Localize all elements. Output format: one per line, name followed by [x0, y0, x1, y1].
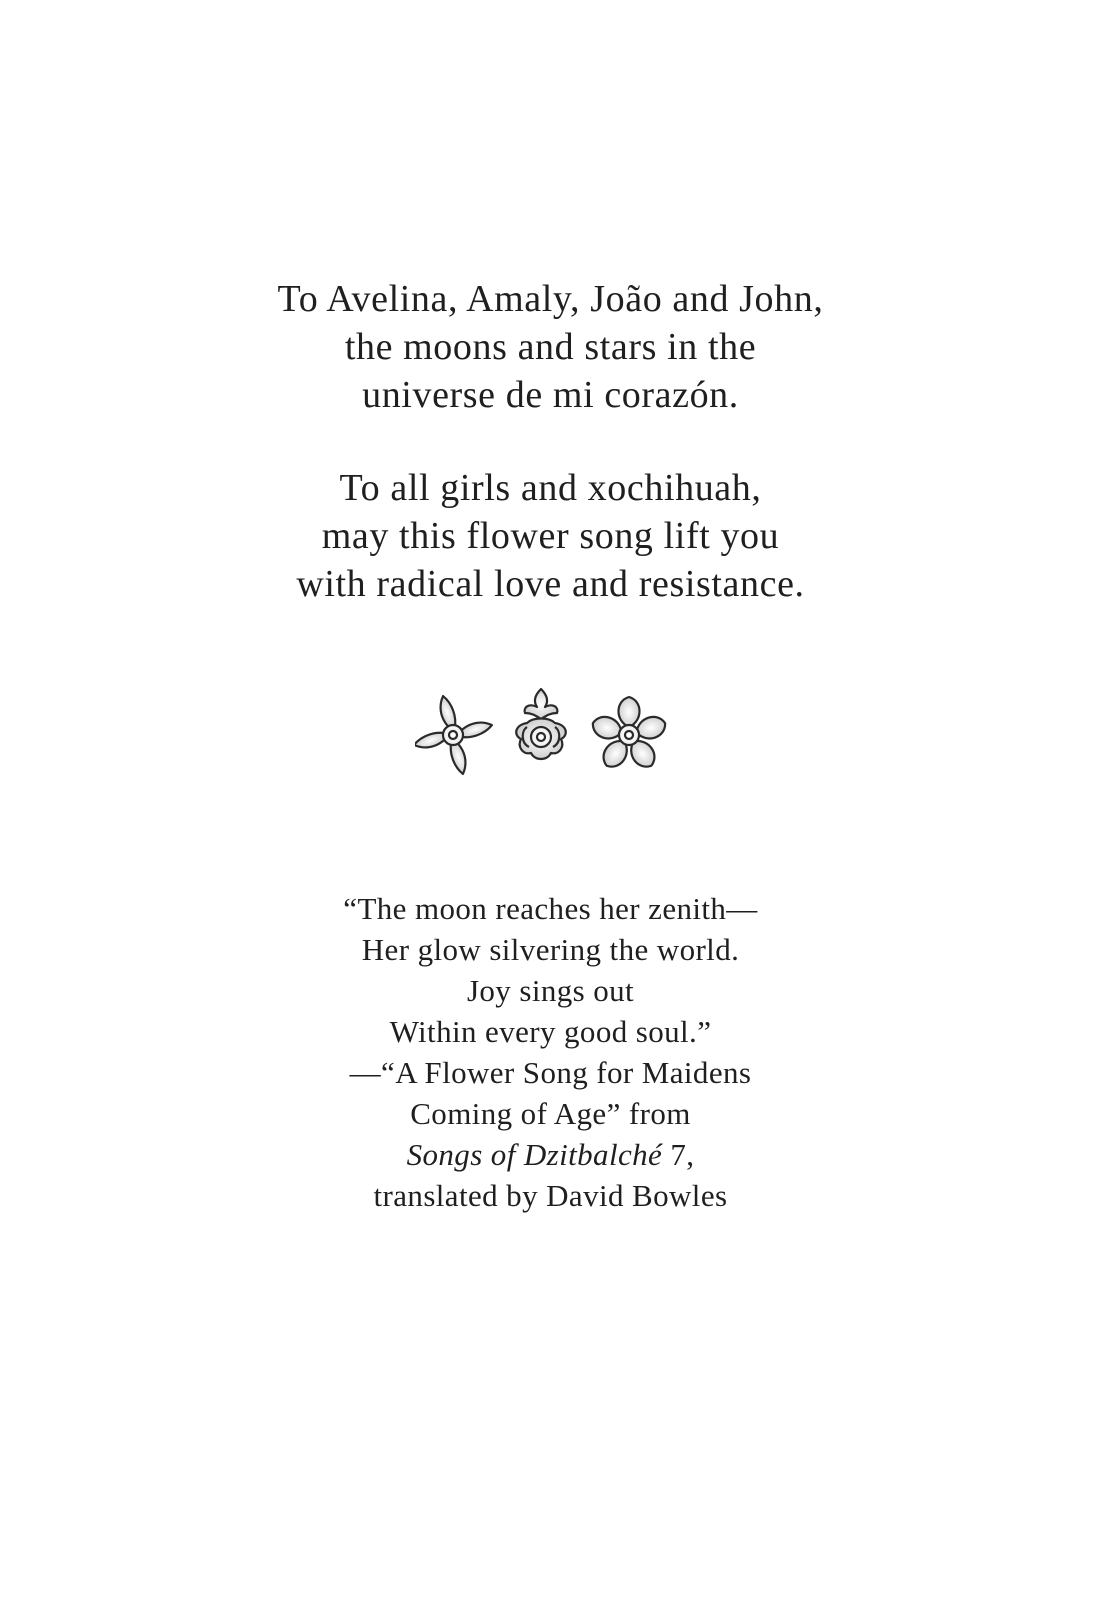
- epigraph-line: Her glow silvering the world.: [361, 932, 740, 967]
- dedication-line: To Avelina, Amaly, João and John,: [277, 278, 824, 320]
- epigraph-line: Joy sings out: [466, 973, 635, 1008]
- dedication-line: with radical love and resistance.: [296, 563, 805, 605]
- epigraph-source-title: Songs of Dzitbalché: [406, 1137, 663, 1172]
- epigraph: [0, 888, 1101, 1216]
- epigraph-translator: translated by David Bowles: [373, 1178, 728, 1213]
- epigraph-source-number: 7,: [662, 1137, 695, 1172]
- dedication-stanza-family: [0, 275, 1101, 419]
- epigraph-attribution-line: —“A Flower Song for Maidens: [349, 1055, 752, 1090]
- five-petal-flower-icon: [590, 697, 669, 772]
- dedication-line: universe de mi corazón.: [362, 374, 739, 416]
- dedication-line: To all girls and xochihuah,: [339, 467, 762, 509]
- epigraph-line: Within every good soul.”: [389, 1014, 712, 1049]
- lily-flower-icon: [516, 689, 566, 759]
- dedication-line: the moons and stars in the: [344, 326, 757, 368]
- four-petal-flower-icon: [415, 695, 493, 776]
- epigraph-line: “The moon reaches her zenith—: [343, 891, 758, 926]
- dedication-stanza-readers: [0, 464, 1101, 608]
- epigraph-attribution-line: Coming of Age” from: [410, 1096, 691, 1131]
- flower-ornament: [415, 683, 671, 783]
- epigraph-source-line: [0, 1134, 1101, 1175]
- dedication-line: may this flower song lift you: [321, 515, 780, 557]
